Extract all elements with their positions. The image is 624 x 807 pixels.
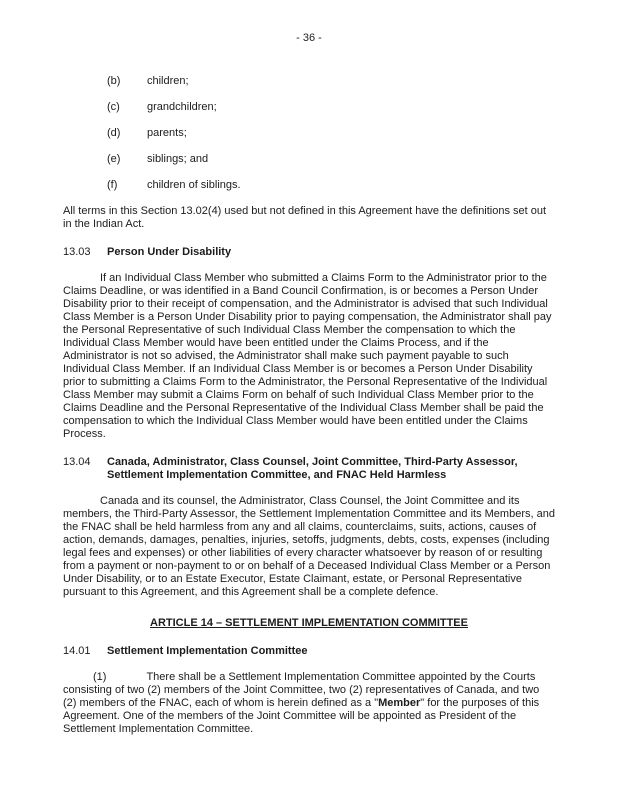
list-item-label: (f)	[107, 179, 118, 191]
closing-note-paragraph: All terms in this Section 13.02(4) used but not defined in this Agreement have the definitions set out in the Indian Act.	[63, 205, 547, 230]
paragraph-number: (1)	[93, 671, 107, 683]
article-14-heading	[63, 617, 555, 630]
list-item-text: children of siblings.	[147, 179, 241, 191]
section-heading-13-04	[63, 456, 555, 482]
section-title: Settlement Implementation Committee	[107, 645, 308, 657]
list-item	[63, 179, 555, 192]
section-14-01-paragraph-1	[63, 671, 555, 736]
section-heading-14-01	[63, 645, 555, 658]
list-item-text: grandchildren;	[147, 101, 217, 113]
list-item-text: parents;	[147, 127, 187, 139]
article-14-heading-text: ARTICLE 14 – SETTLEMENT IMPLEMENTATION COMMITTEE	[150, 617, 468, 629]
section-number: 13.04	[63, 456, 91, 468]
paragraph-text-before: There shall be a Settlement Implementation Committee appointed by the Courts consisting of two (2) members of the Joint Committee, two (2) representatives of Canada, and two (2) members of the FNAC, each of whom is herein defined as a "	[63, 671, 540, 709]
page-number: - 36 -	[296, 32, 322, 44]
heir-list	[63, 75, 555, 192]
section-number: 13.03	[63, 246, 91, 258]
section-title: Person Under Disability	[107, 246, 232, 258]
list-item-text: siblings; and	[147, 153, 209, 165]
section-body-13-04: Canada and its counsel, the Administrator, Class Counsel, the Joint Committee and its members, the Third-Party Assessor, the Settlement Implementation Committee and its Members, and the FNAC shall be held harmless from any and all claims, counterclaims, suits, actions, causes of action, demands, damages, penalties, injuries, setoffs, judgments, debts, costs, expenses (including legal fees and expenses) or other liabilities of every character whatsoever by reason of or resulting from a payment or non-payment to or on behalf of a Deceased Individual Class Member or a Person Under Disability, or to an Estate Executor, Estate Claimant, estate, or Personal Representative pursuant to this Agreement, and this Agreement shall be a complete defence.	[63, 495, 555, 598]
list-item-label: (e)	[107, 153, 121, 165]
page-content	[63, 32, 555, 736]
list-item	[63, 153, 555, 166]
defined-term-member: Member	[378, 697, 421, 709]
section-number: 14.01	[63, 645, 91, 657]
paragraph-text-after: " for the purposes of this Agreement. One of the members of the Joint Committee will be appointed as President of the Settlement Implementation Committee.	[63, 697, 540, 735]
list-item	[63, 127, 555, 140]
list-item	[63, 75, 555, 88]
section-title: Canada, Administrator, Class Counsel, Joint Committee, Third-Party Assessor, Settlement Implementation Committee, and FNAC Held Harmless	[107, 456, 518, 481]
section-heading-13-03	[63, 246, 555, 259]
section-body-13-03: If an Individual Class Member who submitted a Claims Form to the Administrator prior to the Claims Deadline, or was identified in a Band Council Confirmation, is or becomes a Person Under Disability prior to their receipt of compensation, and the Administrator is advised that such Individual Class Member is a Person Under Disability prior to paying compensation, the Administrator shall pay the Personal Representative of such Individual Class Member the compensation to which the Individual Class Member would have been entitled under the Claims Process, and if the Administrator is not so advised, the Administrator shall make such payment payable to such Individual Class Member. If an Individual Class Member is or becomes a Person Under Disability prior to submitting a Claims Form to the Administrator, the Personal Representative of the Individual Class Member may submit a Claims Form on behalf of such Individual Class Member prior to the Claims Deadline and the Personal Representative of the Individual Class Member shall be paid the compensation to which the Individual Class Member would have been entitled under the Claims Process.	[63, 272, 552, 440]
list-item-label: (c)	[107, 101, 120, 113]
list-item-text: children;	[147, 75, 189, 87]
list-item-label: (b)	[107, 75, 121, 87]
list-item-label: (d)	[107, 127, 121, 139]
list-item	[63, 101, 555, 114]
